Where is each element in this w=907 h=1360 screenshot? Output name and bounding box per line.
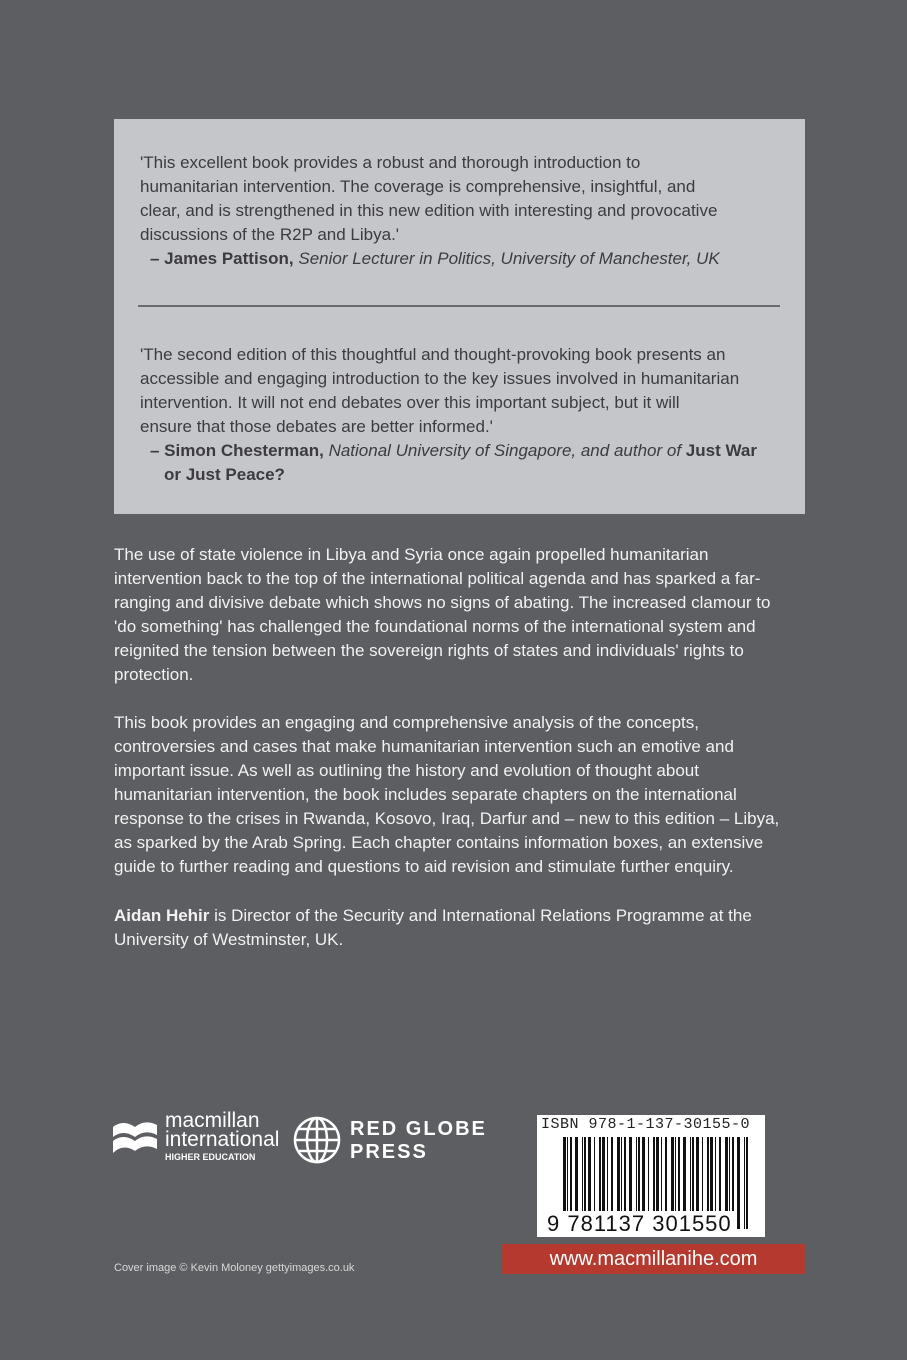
description-paragraph-1	[114, 543, 770, 687]
divider	[138, 305, 780, 307]
quote-line: intervention. It will not end debates over this important subject, but it will	[140, 393, 680, 412]
text-line: The use of state violence in Libya and Syria once again propelled humanitarian	[114, 545, 709, 564]
red-globe-press-logo	[293, 1116, 487, 1169]
text-line: humanitarian intervention, the book includes separate chapters on the international	[114, 785, 737, 804]
description-paragraph-2	[114, 711, 779, 879]
quote-line: 'The second edition of this thoughtful and thought-provoking book presents an	[140, 345, 726, 364]
text-line: 'do something' has challenged the foundational norms of the international system and	[114, 617, 756, 636]
text-line: controversies and cases that make humanitarian intervention such an emotive and	[114, 737, 734, 756]
quote-affiliation: Senior Lecturer in Politics, University of Manchester, UK	[298, 249, 720, 268]
quote-author: – James Pattison,	[150, 249, 294, 268]
quote-line: accessible and engaging introduction to the key issues involved in humanitarian	[140, 369, 740, 388]
isbn-number: 9 781137 301550	[547, 1211, 732, 1236]
book-title: Just War	[685, 441, 757, 460]
logo-text: PRESS	[350, 1141, 428, 1163]
text-line: intervention back to the top of the international political agenda and has sparked a far-	[114, 569, 761, 588]
text-line: is Director of the Security and International Relations Programme at the	[209, 906, 752, 925]
text-line: protection.	[114, 665, 194, 684]
quote-1	[140, 151, 720, 271]
endorsements-box	[114, 119, 805, 514]
author-bio	[114, 904, 752, 952]
logo-text: HIGHER EDUCATION	[165, 1152, 256, 1162]
book-title: or Just Peace?	[164, 465, 285, 484]
logo-text: macmillan	[165, 1109, 260, 1132]
globe-icon	[293, 1116, 341, 1164]
text-line: guide to further reading and questions to aid revision and stimulate further enquiry.	[114, 857, 734, 876]
quote-line: ensure that those debates are better informed.'	[140, 417, 493, 436]
website-link[interactable]: www.macmillanihe.com	[502, 1244, 805, 1274]
isbn-label: ISBN 978-1-137-30155-0	[541, 1116, 751, 1133]
text-line: as sparked by the Arab Spring. Each chapter contains information boxes, an extensive	[114, 833, 764, 852]
book-pages-icon	[113, 1119, 157, 1159]
quote-line: clear, and is strengthened in this new edition with interesting and provocative	[140, 201, 718, 220]
isbn-barcode	[537, 1115, 765, 1237]
text-line: response to the crises in Rwanda, Kosovo, Iraq, Darfur and – new to this edition – Libya,	[114, 809, 780, 828]
logo-text: international	[165, 1128, 280, 1151]
cover-credit: Cover image © Kevin Moloney gettyimages.co.uk	[114, 1262, 355, 1274]
text-line: ranging and divisive debate which shows no signs of abating. The increased clamour to	[114, 593, 771, 612]
text-line: important issue. As well as outlining the history and evolution of thought about	[114, 761, 699, 780]
quote-author: – Simon Chesterman,	[150, 441, 324, 460]
quote-line: discussions of the R2P and Libya.'	[140, 225, 400, 244]
text-line: reignited the tension between the sovereign rights of states and individuals' rights to	[114, 641, 744, 660]
author-name: Aidan Hehir	[114, 906, 210, 925]
quote-line: humanitarian intervention. The coverage is comprehensive, insightful, and	[140, 177, 696, 196]
text-line: This book provides an engaging and comprehensive analysis of the concepts,	[114, 713, 699, 732]
quote-2	[140, 343, 757, 487]
quote-line: 'This excellent book provides a robust and thorough introduction to	[140, 153, 641, 172]
text-line: University of Westminster, UK.	[114, 930, 344, 949]
logo-text: RED GLOBE	[350, 1118, 487, 1140]
quote-affiliation: National University of Singapore, and author of	[328, 441, 682, 460]
